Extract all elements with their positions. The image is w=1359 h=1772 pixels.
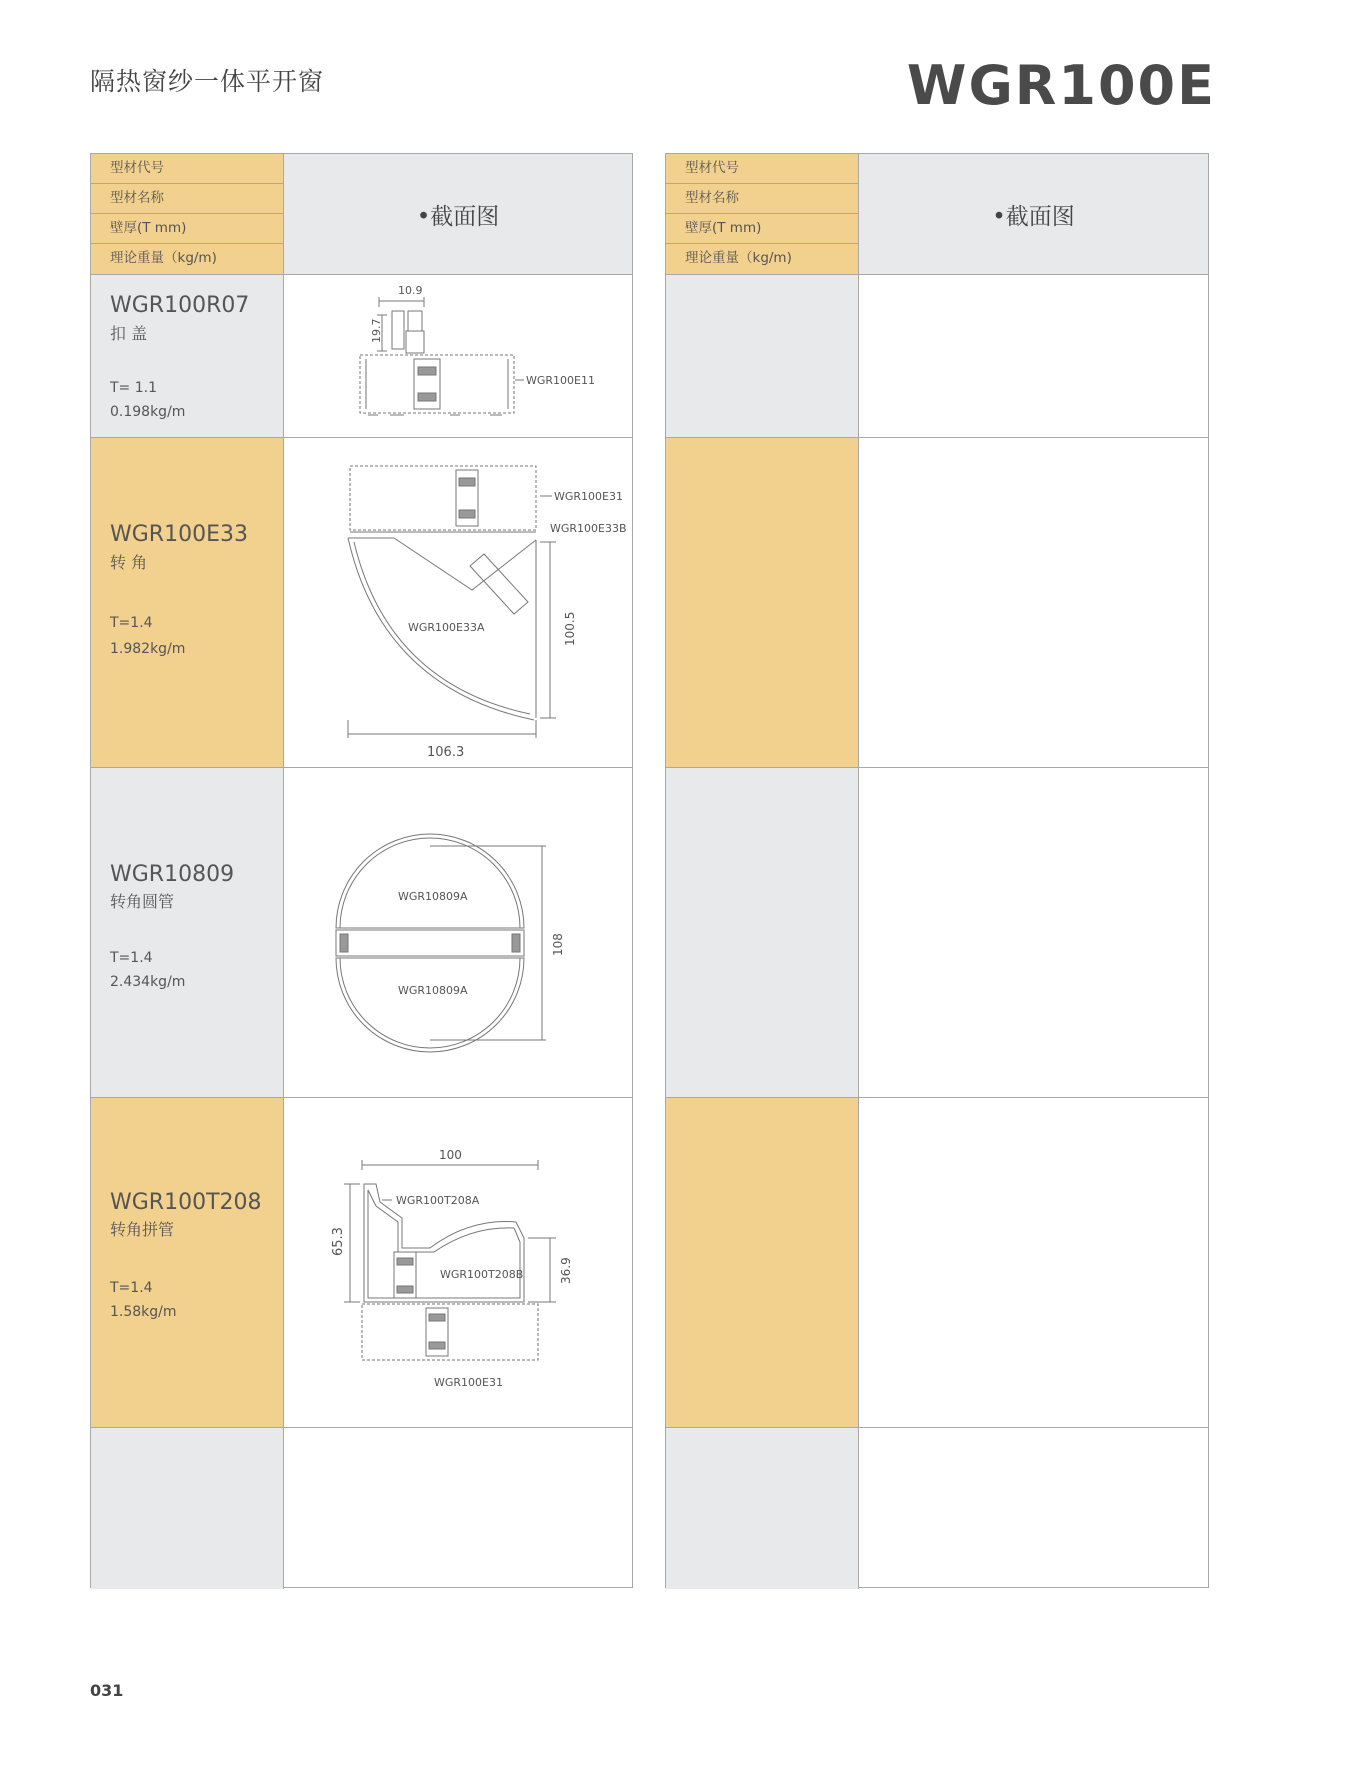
header-label-code: 型材代号 xyxy=(91,154,283,184)
section-drawing-cell xyxy=(284,1098,632,1428)
table-row xyxy=(91,274,632,438)
ref-label: WGR100T208A xyxy=(396,1194,480,1207)
profile-weight: 0.198kg/m xyxy=(110,404,186,420)
section-drawing-cell xyxy=(859,1428,1208,1589)
profile-info-cell xyxy=(666,438,859,768)
profile-info-cell xyxy=(91,1098,284,1428)
table-row xyxy=(666,1427,1208,1589)
section-drawing-cell xyxy=(859,768,1208,1098)
profile-info-cell xyxy=(91,1428,284,1589)
ref-label: WGR100E31 xyxy=(554,490,623,503)
dim-height-label: 19.7 xyxy=(370,318,383,343)
dim-width-label: 10.9 xyxy=(398,284,423,297)
ref-label: WGR10809A xyxy=(398,890,468,903)
table-row xyxy=(91,1427,632,1589)
profile-name: 转 角 xyxy=(110,553,148,572)
profile-info-cell xyxy=(91,275,284,438)
section-drawing-wgr100e33 xyxy=(284,438,633,768)
profile-weight: 1.982kg/m xyxy=(110,641,186,657)
page-title: 隔热窗纱一体平开窗 xyxy=(90,67,325,96)
table-row xyxy=(91,437,632,768)
table-row xyxy=(91,767,632,1098)
profile-name: 扣 盖 xyxy=(110,324,148,343)
header-label-weight: 理论重量（kg/m) xyxy=(685,250,792,266)
section-drawing-wgr100t208 xyxy=(284,1098,633,1428)
dim-height-label: 36.9 xyxy=(559,1257,573,1284)
header-label-name: 型材名称 xyxy=(91,184,283,214)
profile-code: WGR100T208 xyxy=(110,1190,262,1215)
ref-label: WGR100T208B xyxy=(440,1268,524,1281)
ref-label: WGR100E31 xyxy=(434,1376,503,1389)
section-drawing-cell xyxy=(284,768,632,1098)
dim-width-label: 106.3 xyxy=(427,745,465,760)
page-number: 031 xyxy=(90,1681,124,1700)
header-label-weight: 理论重量（kg/m) xyxy=(110,250,217,266)
profile-name: 转角圆管 xyxy=(110,892,175,911)
profile-thickness: T=1.4 xyxy=(110,950,153,966)
profile-code: WGR10809 xyxy=(110,862,235,887)
profile-info-cell xyxy=(91,768,284,1098)
profile-code: WGR100R07 xyxy=(110,293,250,318)
ref-label: WGR100E33A xyxy=(408,621,485,634)
header-section-label: •截面图 xyxy=(284,154,632,274)
profile-table-right xyxy=(665,153,1209,1588)
profile-thickness: T=1.4 xyxy=(110,615,153,631)
profile-name: 转角拼管 xyxy=(110,1220,175,1239)
series-code: WGR100E xyxy=(906,54,1216,117)
table-header-labels xyxy=(91,154,284,274)
header-section-label: •截面图 xyxy=(859,154,1208,274)
profile-info-cell xyxy=(666,275,859,438)
header-label-thickness: 壁厚(T mm) xyxy=(91,214,283,244)
dim-height-label: 108 xyxy=(551,933,565,956)
profile-thickness: T= 1.1 xyxy=(110,380,157,396)
ref-label: WGR10809A xyxy=(398,984,468,997)
section-drawing-wgr10809 xyxy=(284,768,633,1098)
section-drawing-cell xyxy=(284,275,632,438)
table-row xyxy=(91,1097,632,1428)
header-label-code: 型材代号 xyxy=(666,154,858,184)
profile-info-cell xyxy=(666,1098,859,1428)
profile-table-left xyxy=(90,153,633,1588)
profile-weight: 2.434kg/m xyxy=(110,974,186,990)
dim-height-label: 100.5 xyxy=(563,611,577,646)
dim-width-label: 100 xyxy=(439,1148,462,1162)
section-drawing-cell xyxy=(284,1428,632,1589)
header-label-name: 型材名称 xyxy=(666,184,858,214)
profile-info-cell xyxy=(666,768,859,1098)
profile-info-cell xyxy=(91,438,284,768)
section-drawing-cell xyxy=(284,438,632,768)
table-row xyxy=(666,767,1208,1098)
ref-label: WGR100E33B xyxy=(550,522,627,535)
profile-info-cell xyxy=(666,1428,859,1589)
header-label-thickness: 壁厚(T mm) xyxy=(666,214,858,244)
table-row xyxy=(666,1097,1208,1428)
profile-weight: 1.58kg/m xyxy=(110,1304,177,1320)
profile-code: WGR100E33 xyxy=(110,522,248,547)
table-row xyxy=(666,437,1208,768)
ref-label: WGR100E11 xyxy=(526,374,595,387)
section-drawing-cell xyxy=(859,1098,1208,1428)
section-drawing-cell xyxy=(859,275,1208,438)
profile-thickness: T=1.4 xyxy=(110,1280,153,1296)
section-drawing-cell xyxy=(859,438,1208,768)
table-row xyxy=(666,274,1208,438)
section-drawing-wgr100r07 xyxy=(284,275,633,438)
table-header-labels xyxy=(666,154,859,274)
dim-height-label: 65.3 xyxy=(331,1227,346,1256)
